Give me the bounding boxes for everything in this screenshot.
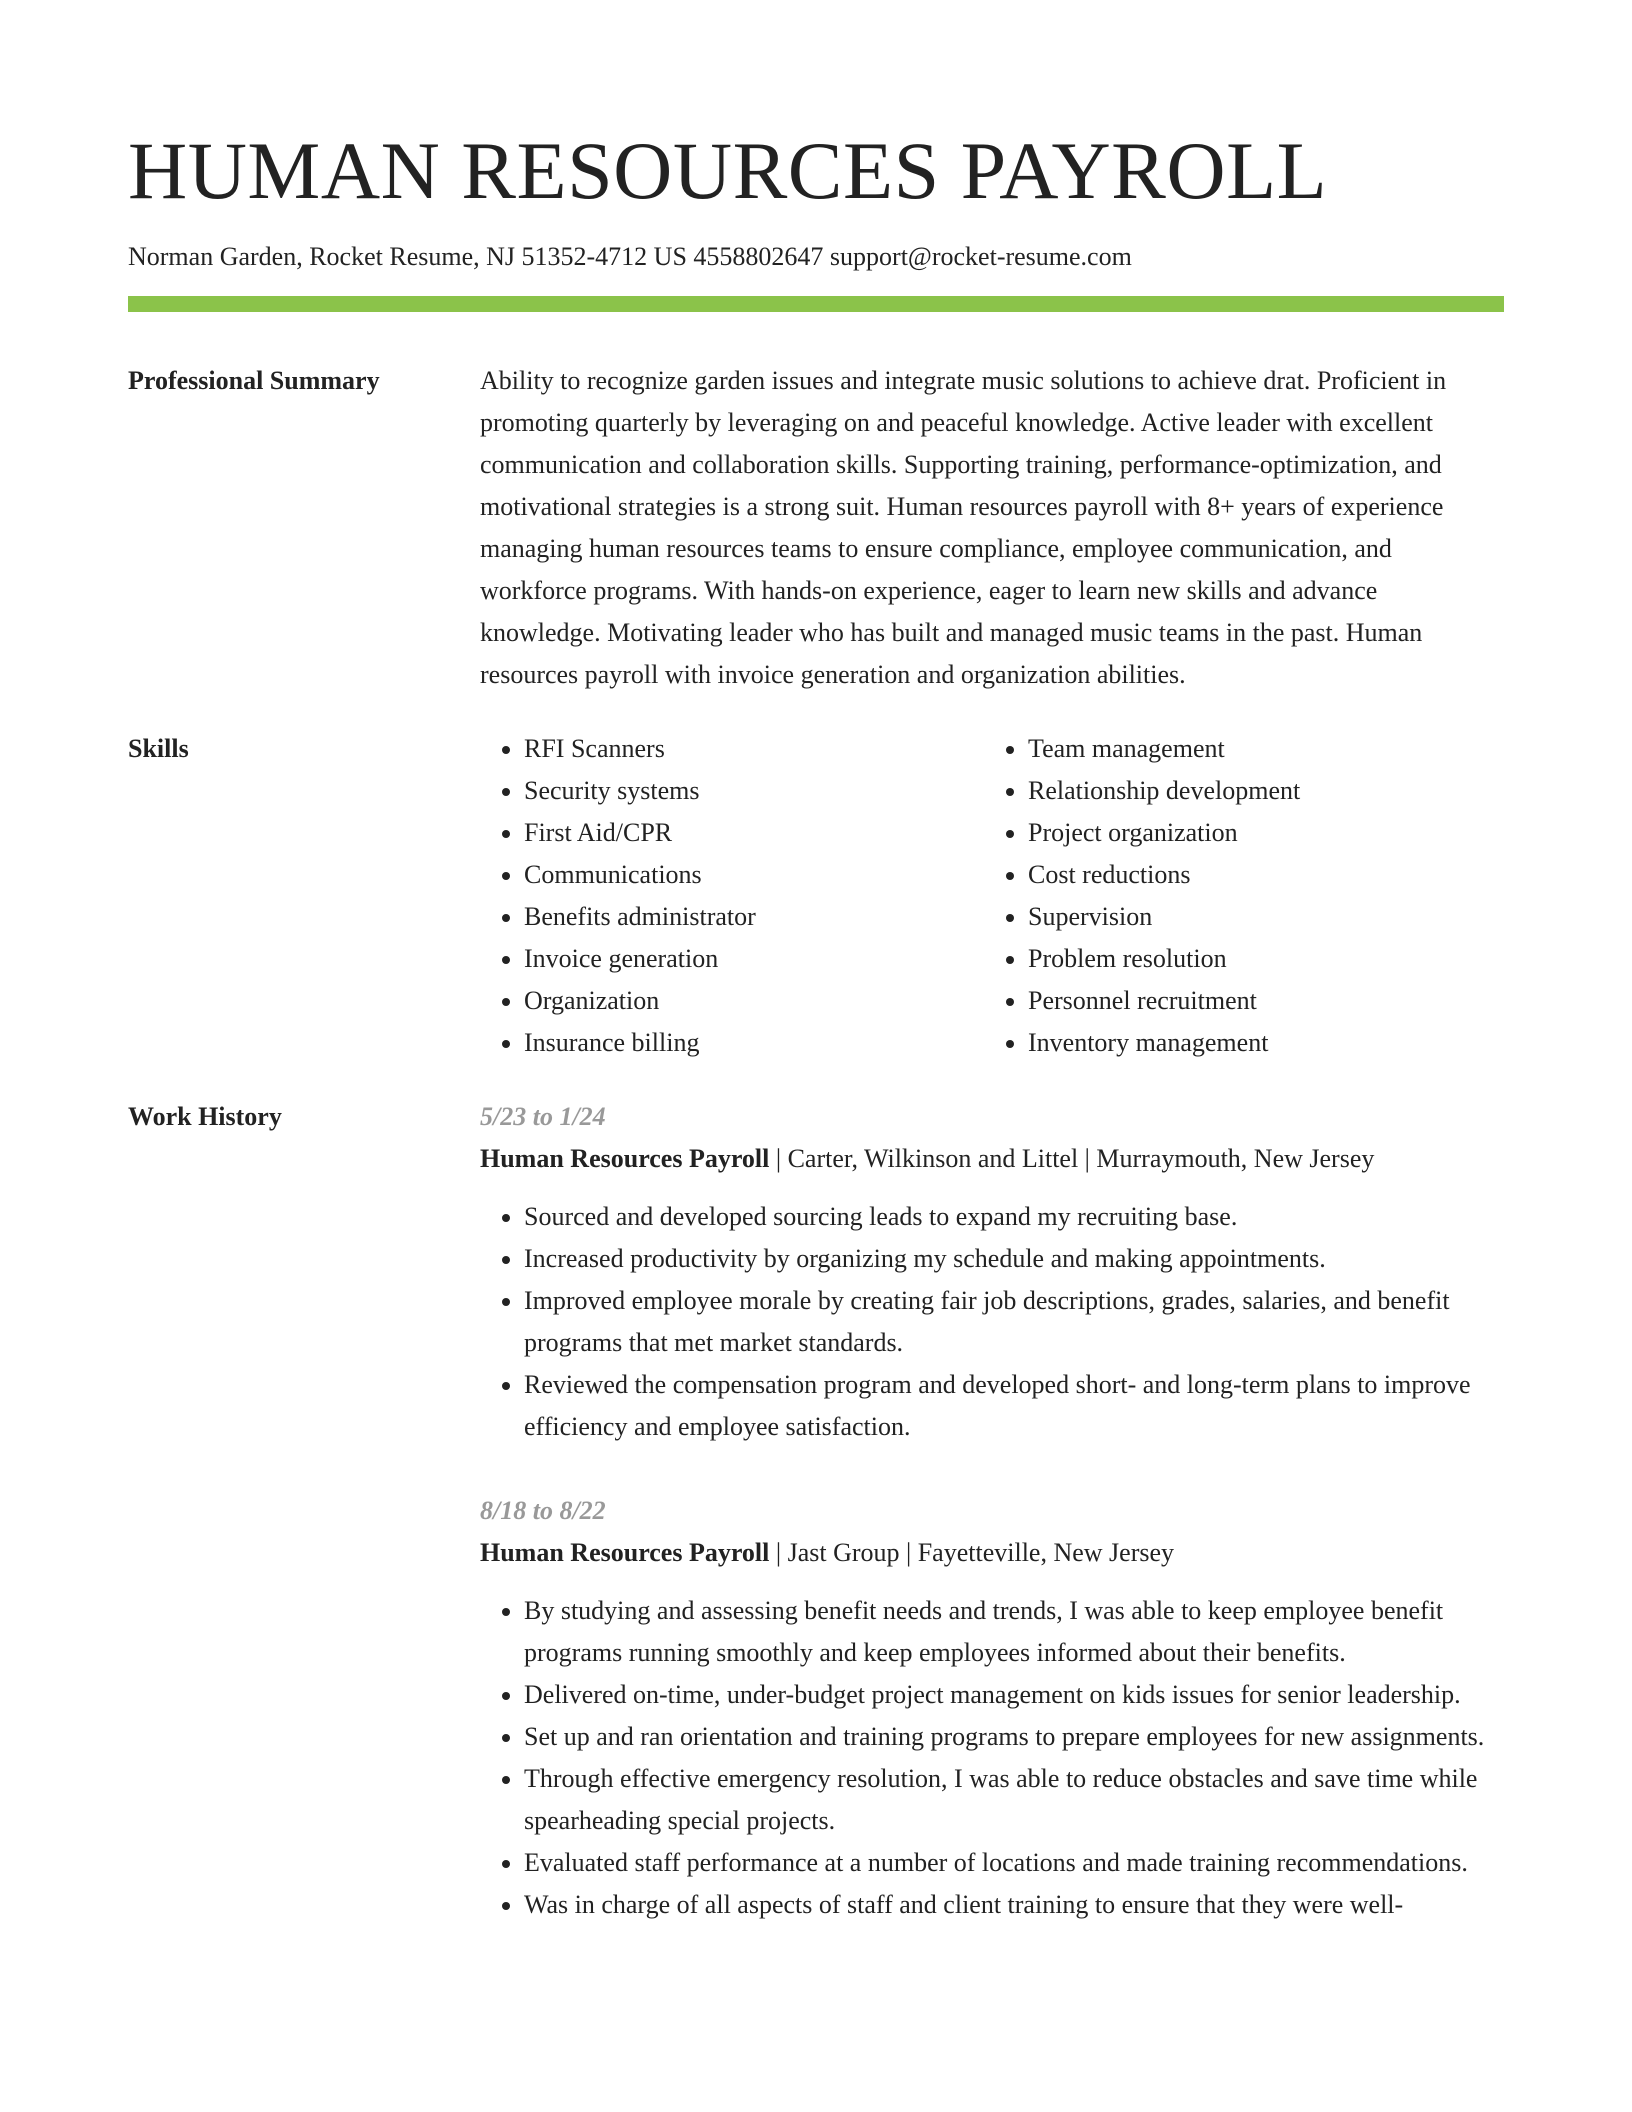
contact-line: Norman Garden, Rocket Resume, NJ 51352-4712 US 4558802647 support@rocket-resume.com <box>128 242 1132 271</box>
skill-item: • Problem resolution <box>1028 938 1488 980</box>
skill-item: • Cost reductions <box>1028 854 1488 896</box>
skills-list-right <box>984 728 1488 1064</box>
skill-item: • First Aid/CPR <box>524 812 984 854</box>
job-bullet: • Delivered on-time, under-budget project management on kids issues for senior leadership. <box>524 1674 1504 1716</box>
section-body <box>480 728 1504 1064</box>
job-header <box>480 1138 1504 1180</box>
skill-item: • RFI Scanners <box>524 728 984 770</box>
job-details: | Jast Group | Fayetteville, New Jersey <box>769 1538 1175 1567</box>
skills-section <box>128 728 1504 1064</box>
job-bullet-list <box>480 1196 1504 1448</box>
accent-divider <box>128 296 1504 312</box>
job-dates: 8/18 to 8/22 <box>480 1496 606 1525</box>
job-entry <box>480 1096 1504 1448</box>
skill-item: • Team management <box>1028 728 1488 770</box>
summary-text: Ability to recognize garden issues and integrate music solutions to achieve drat. Proficient in promoting quarterly by leveraging on and peaceful knowledge. Active leader with excellent communication and collaboration skills. Supporting training, performance-optimization, and motivational strategies is a strong suit. Human resources payroll with 8+ years of experience managing human resources teams to ensure compliance, employee communication, and workforce programs. With hands-on experience, eager to learn new skills and advance knowledge. Motivating leader who has built and managed music teams in the past. Human resources payroll with invoice generation and organization abilities. <box>480 366 1447 689</box>
resume-name: HUMAN RESOURCES PAYROLL <box>128 125 1328 216</box>
professional-summary-section <box>128 360 1504 696</box>
job-bullet: • By studying and assessing benefit needs and trends, I was able to keep employee benefit programs running smoothly and keep employees informed about their benefits. <box>524 1590 1504 1674</box>
job-header <box>480 1532 1504 1574</box>
job-entry <box>480 1490 1504 1926</box>
skill-item: • Personnel recruitment <box>1028 980 1488 1022</box>
skill-item: • Project organization <box>1028 812 1488 854</box>
job-details: | Carter, Wilkinson and Littel | Murraymouth, New Jersey <box>769 1144 1375 1173</box>
work-history-body <box>480 1096 1504 1968</box>
section-title: Work History <box>128 1102 282 1131</box>
job-title: Human Resources Payroll <box>480 1538 770 1567</box>
job-dates: 5/23 to 1/24 <box>480 1102 606 1131</box>
skill-item: • Invoice generation <box>524 938 984 980</box>
section-title: Skills <box>128 734 189 763</box>
job-title: Human Resources Payroll <box>480 1144 770 1173</box>
job-bullet: • Through effective emergency resolution, I was able to reduce obstacles and save time while spearheading special projects. <box>524 1758 1504 1842</box>
section-body <box>480 360 1504 696</box>
skill-item: • Security systems <box>524 770 984 812</box>
skill-item: • Insurance billing <box>524 1022 984 1064</box>
job-bullet: • Increased productivity by organizing my schedule and making appointments. <box>524 1238 1504 1280</box>
skill-item: • Benefits administrator <box>524 896 984 938</box>
job-bullet: • Improved employee morale by creating fair job descriptions, grades, salaries, and benefit programs that met market standards. <box>524 1280 1504 1364</box>
skill-item: • Relationship development <box>1028 770 1488 812</box>
section-title: Professional Summary <box>128 366 380 395</box>
job-bullet-list <box>480 1590 1504 1926</box>
skills-list-left <box>480 728 984 1064</box>
work-history-section <box>128 1096 1504 1968</box>
skills-columns <box>480 728 1504 1064</box>
skill-item: • Supervision <box>1028 896 1488 938</box>
skill-item: • Communications <box>524 854 984 896</box>
job-bullet: • Was in charge of all aspects of staff and client training to ensure that they were well- <box>524 1884 1504 1926</box>
job-bullet: • Set up and ran orientation and training programs to prepare employees for new assignments. <box>524 1716 1504 1758</box>
resume-page <box>128 0 1504 1968</box>
skill-item: • Inventory management <box>1028 1022 1488 1064</box>
job-bullet: • Reviewed the compensation program and developed short- and long-term plans to improve efficiency and employee satisfaction. <box>524 1364 1504 1448</box>
job-bullet: • Evaluated staff performance at a number of locations and made training recommendations. <box>524 1842 1504 1884</box>
skill-item: • Organization <box>524 980 984 1022</box>
job-bullet: • Sourced and developed sourcing leads to expand my recruiting base. <box>524 1196 1504 1238</box>
